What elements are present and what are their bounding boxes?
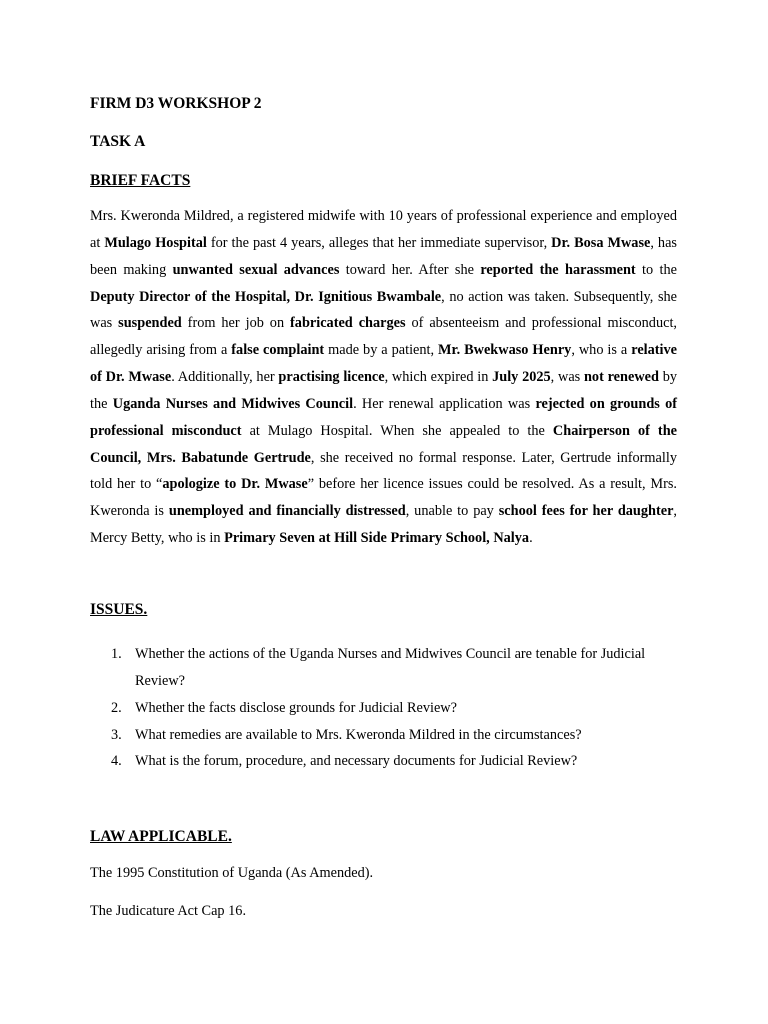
bold-run: Deputy Director of the Hospital, Dr. Ignitious Bwambale bbox=[90, 288, 442, 305]
text-run: by the bbox=[90, 369, 677, 412]
bold-run: apologize to Dr. Mwase bbox=[162, 476, 308, 493]
task-heading: TASK A bbox=[90, 133, 146, 150]
issue-text: Whether the facts disclose grounds for Judicial Review? bbox=[135, 699, 457, 716]
issue-text: What is the forum, procedure, and necessary documents for Judicial Review? bbox=[135, 753, 578, 770]
bold-run: Primary Seven at Hill Side Primary School, Nalya bbox=[224, 530, 530, 547]
text-run: , which expired in bbox=[384, 369, 493, 386]
bold-run: unwanted sexual advances bbox=[172, 261, 340, 278]
issues-heading: ISSUES. bbox=[90, 601, 148, 618]
text-run: made by a patient, bbox=[324, 342, 439, 359]
bold-run: Mulago Hospital bbox=[104, 234, 207, 251]
text-run: . Additionally, her bbox=[171, 369, 279, 386]
bold-run: Uganda Nurses and Midwives Council bbox=[112, 395, 354, 412]
text-run: to the bbox=[635, 261, 677, 278]
law-applicable-heading: LAW APPLICABLE. bbox=[90, 828, 232, 845]
issue-item bbox=[90, 695, 677, 722]
bold-run: July 2025 bbox=[492, 369, 551, 386]
text-run: toward her. After she bbox=[339, 261, 481, 278]
bold-run: Mr. Bwekwaso Henry bbox=[438, 342, 572, 359]
text-run: , was bbox=[550, 369, 584, 386]
brief-facts-heading: BRIEF FACTS bbox=[90, 172, 191, 189]
issue-item bbox=[90, 748, 677, 775]
bold-run: relative of Dr. Mwase bbox=[90, 342, 678, 386]
text-run: , unable to pay bbox=[405, 503, 499, 520]
text-run: , she received no formal response. Later, Gertrude informally told her to “ bbox=[90, 449, 677, 493]
text-run: of absenteeism and professional misconduct, allegedly arising from a bbox=[90, 315, 677, 359]
bold-run: reported the harassment bbox=[480, 261, 636, 278]
issue-number: 2. bbox=[111, 699, 122, 716]
issue-text: What remedies are available to Mrs. Kweronda Mildred in the circumstances? bbox=[135, 726, 582, 743]
bold-run: Chairperson of the Council, Mrs. Babatunde Gertrude bbox=[90, 422, 677, 466]
issue-item bbox=[90, 722, 677, 749]
document-title: FIRM D3 WORKSHOP 2 bbox=[90, 95, 262, 112]
bold-run: rejected on grounds of professional misconduct bbox=[90, 395, 678, 439]
brief-facts-paragraph bbox=[90, 203, 677, 552]
issues-list bbox=[90, 641, 677, 775]
text-run: at Mulago Hospital. When she appealed to the bbox=[241, 422, 553, 439]
issue-item bbox=[90, 641, 677, 695]
text-run: from her job on bbox=[181, 315, 291, 332]
text-run: , who is a bbox=[571, 342, 632, 359]
text-run: Mrs. Kweronda Mildred, a registered midwife with 10 years of professional experience and employed at bbox=[90, 208, 677, 251]
text-run: , Mercy Betty, who is in bbox=[90, 503, 677, 547]
text-run: ” before her licence issues could be resolved. As a result, Mrs. Kweronda is bbox=[90, 476, 678, 520]
bold-run: suspended bbox=[118, 315, 182, 332]
issue-number: 4. bbox=[111, 753, 122, 770]
text-run: . Her renewal application was bbox=[353, 395, 536, 412]
text-run: , has been making bbox=[90, 234, 677, 278]
text-run: . bbox=[529, 530, 533, 547]
law-item: The Judicature Act Cap 16. bbox=[90, 903, 247, 919]
issue-number: 1. bbox=[111, 646, 122, 662]
bold-run: unemployed and financially distressed bbox=[168, 503, 406, 520]
bold-run: false complaint bbox=[231, 342, 325, 359]
bold-run: fabricated charges bbox=[290, 315, 406, 332]
bold-run: Dr. Bosa Mwase bbox=[551, 234, 651, 251]
text-run: , no action was taken. Subsequently, she was bbox=[90, 288, 677, 332]
issue-text: Whether the actions of the Uganda Nurses and Midwives Council are tenable for Judicial Review? bbox=[135, 646, 646, 689]
text-run: for the past 4 years, alleges that her immediate supervisor, bbox=[206, 234, 552, 251]
bold-run: school fees for her daughter bbox=[498, 503, 674, 520]
law-item: The 1995 Constitution of Uganda (As Amended). bbox=[90, 865, 374, 881]
issue-number: 3. bbox=[111, 726, 122, 743]
bold-run: practising licence bbox=[278, 369, 385, 386]
bold-run: not renewed bbox=[583, 369, 659, 386]
